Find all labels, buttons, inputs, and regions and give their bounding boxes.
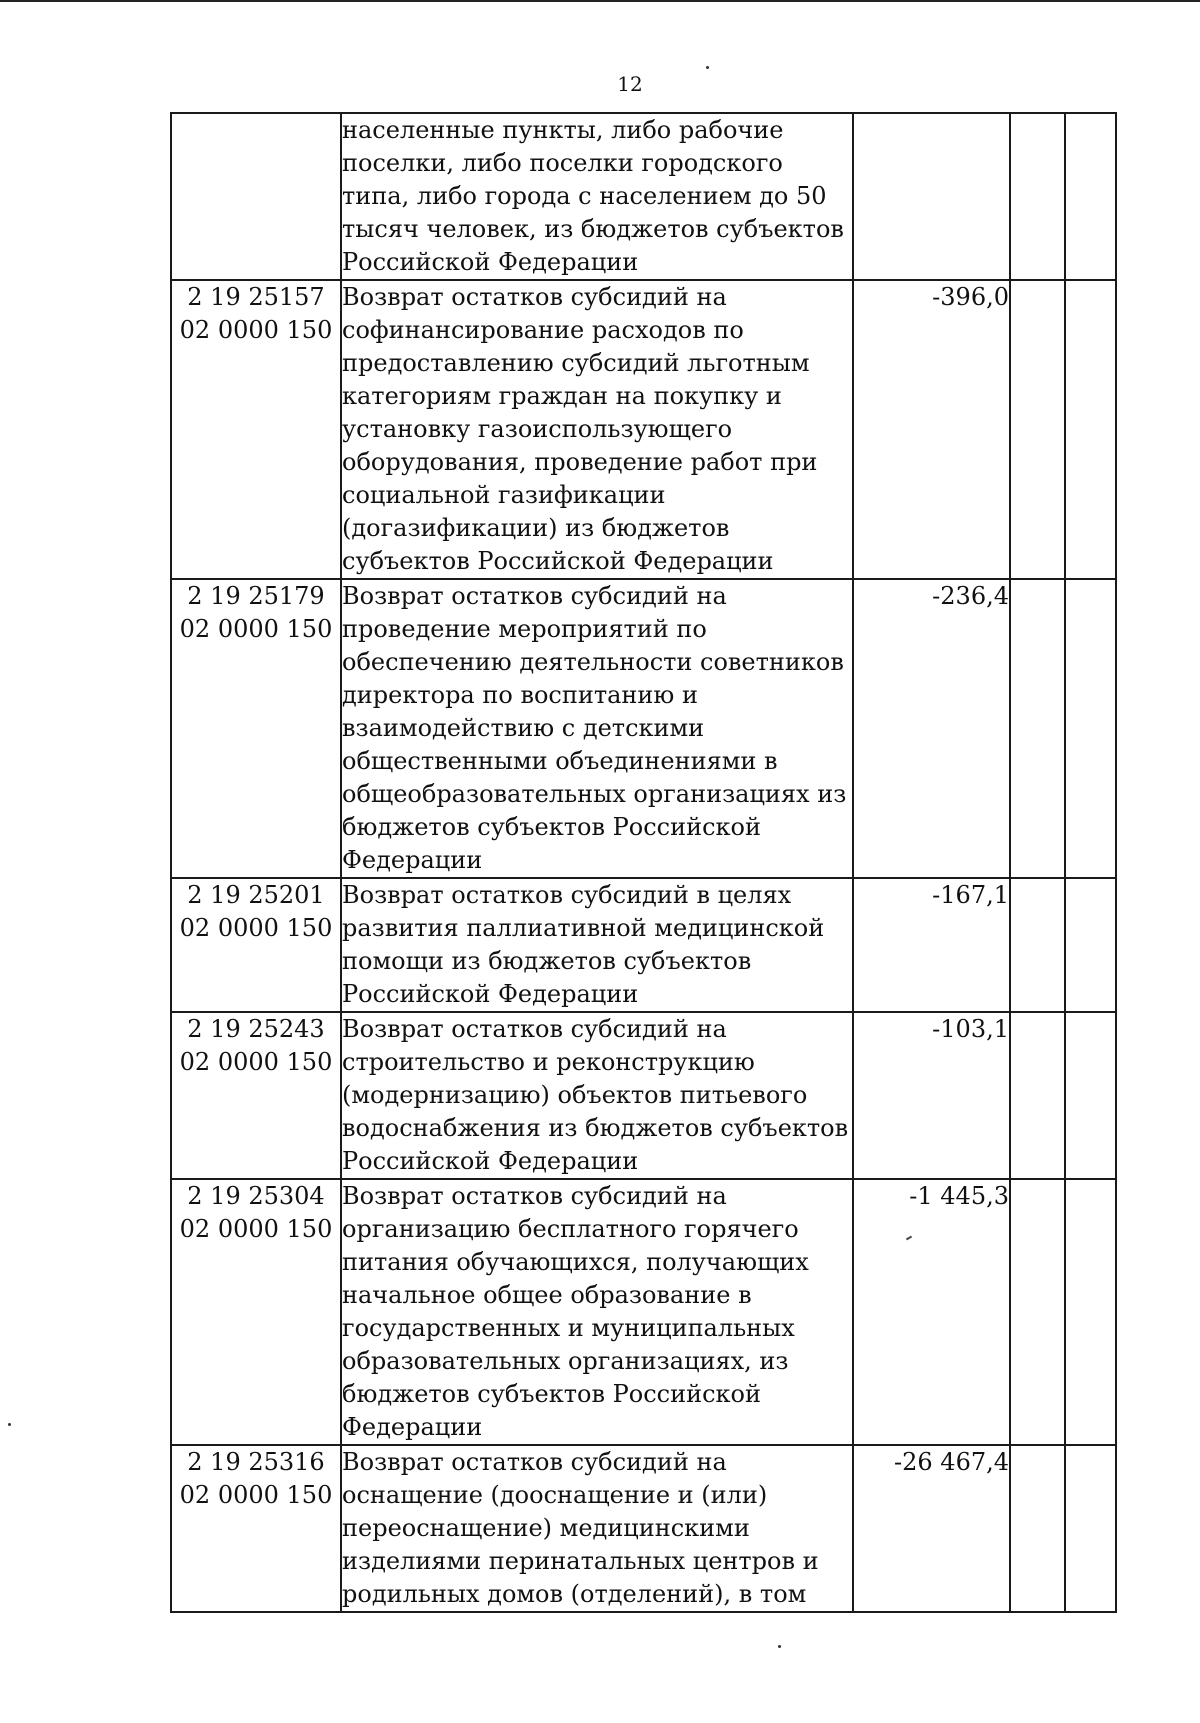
amount-cell: -396,0 <box>853 280 1010 579</box>
table-row <box>171 878 1116 1012</box>
amount-value: -1 445,3 <box>909 1182 1009 1210</box>
pen-mark <box>906 1236 912 1241</box>
empty-cell <box>1010 878 1065 1012</box>
empty-cell <box>1010 579 1065 878</box>
table-row <box>171 113 1116 280</box>
top-scan-edge <box>0 0 1200 2</box>
name-cell: Возврат остатков субсидий на организацию бесплатного горячего питания обучающихся, получающих начальное общее образование в государственных и муниципальных образовательных организациях, из бюджетов субъектов Российской Федерации <box>341 1179 853 1445</box>
code-line-2: 02 0000 150 <box>179 316 333 344</box>
table-row <box>171 1445 1116 1612</box>
scan-speck <box>778 1645 781 1648</box>
table-row <box>171 1179 1116 1445</box>
amount-cell <box>853 113 1010 280</box>
name-cell: Возврат остатков субсидий на оснащение (дооснащение и (или) переоснащение) медицинскими изделиями перинатальных центров и родильных домов (отделений), в том <box>341 1445 853 1612</box>
budget-table <box>170 112 1117 1613</box>
code-line-2: 02 0000 150 <box>179 914 333 942</box>
name-cell: населенные пункты, либо рабочие поселки, либо поселки городского типа, либо города с населением до 50 тысяч человек, из бюджетов субъектов Российской Федерации <box>341 113 853 280</box>
code-cell <box>171 1179 341 1445</box>
amount-cell: -103,1 <box>853 1012 1010 1179</box>
empty-cell <box>1010 1012 1065 1179</box>
empty-cell <box>1010 1179 1065 1445</box>
amount-cell: -167,1 <box>853 878 1010 1012</box>
code-line-1: 2 19 25243 <box>187 1015 325 1043</box>
table-row <box>171 579 1116 878</box>
code-line-2: 02 0000 150 <box>179 1481 333 1509</box>
empty-cell <box>1010 113 1065 280</box>
empty-cell <box>1065 113 1116 280</box>
name-cell: Возврат остатков субсидий на строительство и реконструкцию (модернизацию) объектов питьевого водоснабжения из бюджетов субъектов Российской Федерации <box>341 1012 853 1179</box>
empty-cell <box>1065 1012 1116 1179</box>
code-line-2: 02 0000 150 <box>179 615 333 643</box>
code-cell <box>171 113 341 280</box>
code-line-1: 2 19 25157 <box>187 283 325 311</box>
empty-cell <box>1065 1445 1116 1612</box>
code-cell <box>171 878 341 1012</box>
empty-cell <box>1065 280 1116 579</box>
empty-cell <box>1010 1445 1065 1612</box>
empty-cell <box>1010 280 1065 579</box>
table-row <box>171 280 1116 579</box>
name-cell: Возврат остатков субсидий на софинансирование расходов по предоставлению субсидий льготным категориям граждан на покупку и установку газоиспользующего оборудования, проведение работ при социальной газификации (догазификации) из бюджетов субъектов Российской Федерации <box>341 280 853 579</box>
name-cell: Возврат остатков субсидий в целях развития паллиативной медицинской помощи из бюджетов субъектов Российской Федерации <box>341 878 853 1012</box>
code-line-2: 02 0000 150 <box>179 1048 333 1076</box>
code-line-1: 2 19 25179 <box>187 582 325 610</box>
scan-speck <box>8 1423 11 1426</box>
amount-cell: -236,4 <box>853 579 1010 878</box>
code-line-2: 02 0000 150 <box>179 1215 333 1243</box>
empty-cell <box>1065 1179 1116 1445</box>
code-line-1: 2 19 25316 <box>187 1448 325 1476</box>
code-line-1: 2 19 25304 <box>187 1182 325 1210</box>
name-cell: Возврат остатков субсидий на проведение мероприятий по обеспечению деятельности советников директора по воспитанию и взаимодействию с детскими общественными объединениями в общеобразовательных организациях из бюджетов субъектов Российской Федерации <box>341 579 853 878</box>
code-cell <box>171 579 341 878</box>
code-cell <box>171 1012 341 1179</box>
amount-cell <box>853 1179 1010 1445</box>
amount-cell: -26 467,4 <box>853 1445 1010 1612</box>
empty-cell <box>1065 878 1116 1012</box>
table-row <box>171 1012 1116 1179</box>
empty-cell <box>1065 579 1116 878</box>
code-cell <box>171 1445 341 1612</box>
scan-speck <box>706 66 709 69</box>
code-line-1: 2 19 25201 <box>187 881 325 909</box>
page-number: 12 <box>617 72 643 96</box>
code-cell <box>171 280 341 579</box>
